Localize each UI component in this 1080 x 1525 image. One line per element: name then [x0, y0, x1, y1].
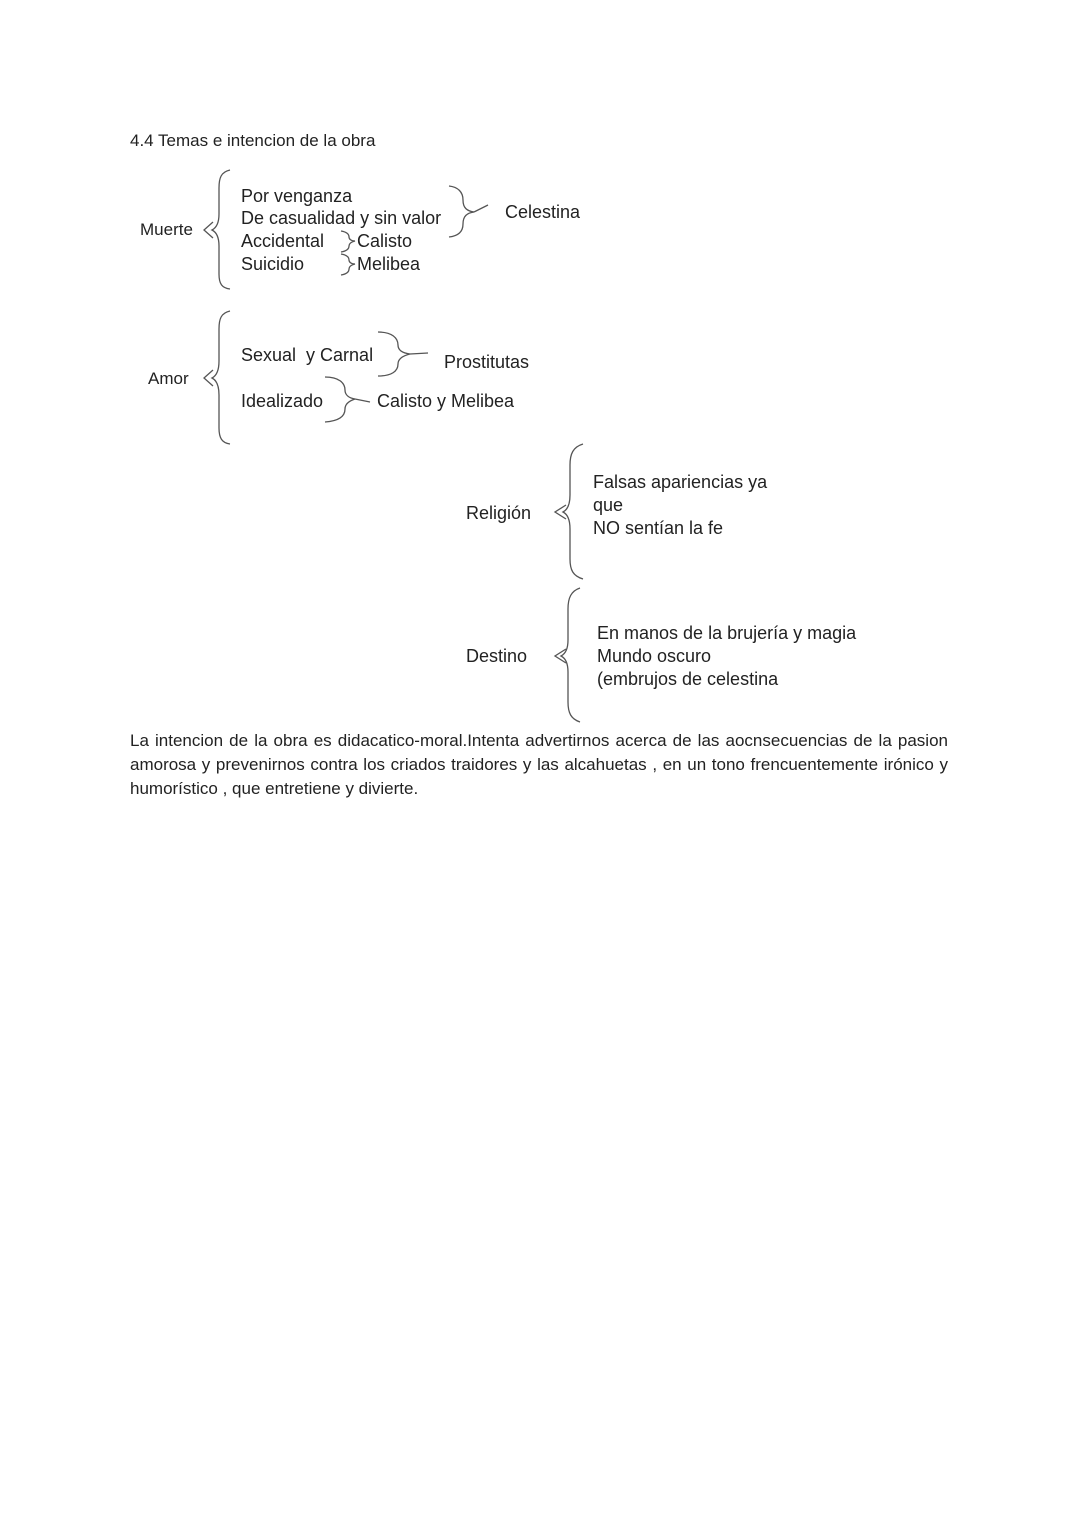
- amor-label: Amor: [148, 369, 189, 388]
- muerte-item-casualidad: De casualidad y sin valor: [241, 208, 442, 228]
- amor-item-idealizado: Idealizado: [241, 391, 324, 411]
- intention-paragraph: La intencion de la obra es didacatico-moral.Intenta advertirnos acerca de las aocnsecuencias de la pasion amorosa y prevenirnos contra los criados traidores y las alcahuetas , en un tono frencuentemente irónico y humorístico , que entretiene y divierte.: [130, 731, 948, 798]
- muerte-item-venganza: Por venganza: [241, 186, 353, 206]
- destino-line-2: Mundo oscuro: [597, 646, 712, 666]
- destino-label: Destino: [466, 646, 528, 666]
- muerte-result-melibea: Melibea: [357, 254, 421, 274]
- muerte-result-celestina: Celestina: [505, 202, 581, 222]
- muerte-curly-brace: [212, 170, 230, 289]
- melibea-brace: [341, 254, 355, 275]
- celestina-arrow: [474, 205, 488, 212]
- amor-item-sexual: Sexual y Carnal: [241, 345, 374, 365]
- religion-angle-connector: [555, 505, 566, 519]
- religion-label: Religión: [466, 503, 532, 523]
- idealizado-brace: [325, 377, 355, 422]
- religion-line-1: Falsas apariencias ya: [593, 472, 768, 492]
- religion-curly-brace: [563, 444, 583, 579]
- section-heading: 4.4 Temas e intencion de la obra: [130, 131, 376, 150]
- calisto-brace: [341, 231, 355, 252]
- muerte-label: Muerte: [140, 220, 193, 239]
- muerte-item-accidental: Accidental: [241, 231, 325, 251]
- celestina-brace: [449, 186, 474, 237]
- prostitutas-brace: [378, 332, 410, 376]
- religion-line-3: NO sentían la fe: [593, 518, 724, 538]
- destino-curly-brace: [561, 588, 580, 722]
- muerte-result-calisto: Calisto: [357, 231, 413, 251]
- destino-line-1: En manos de la brujería y magia: [597, 623, 857, 643]
- muerte-item-suicidio: Suicidio: [241, 254, 305, 274]
- amor-curly-brace: [212, 311, 230, 444]
- idealizado-arrow: [355, 399, 370, 402]
- destino-line-3: (embrujos de celestina: [597, 669, 779, 689]
- amor-result-calisto-melibea: Calisto y Melibea: [377, 391, 515, 411]
- prostitutas-arrow: [410, 353, 428, 354]
- religion-line-2: que: [593, 495, 624, 515]
- amor-result-prostitutas: Prostitutas: [444, 352, 530, 372]
